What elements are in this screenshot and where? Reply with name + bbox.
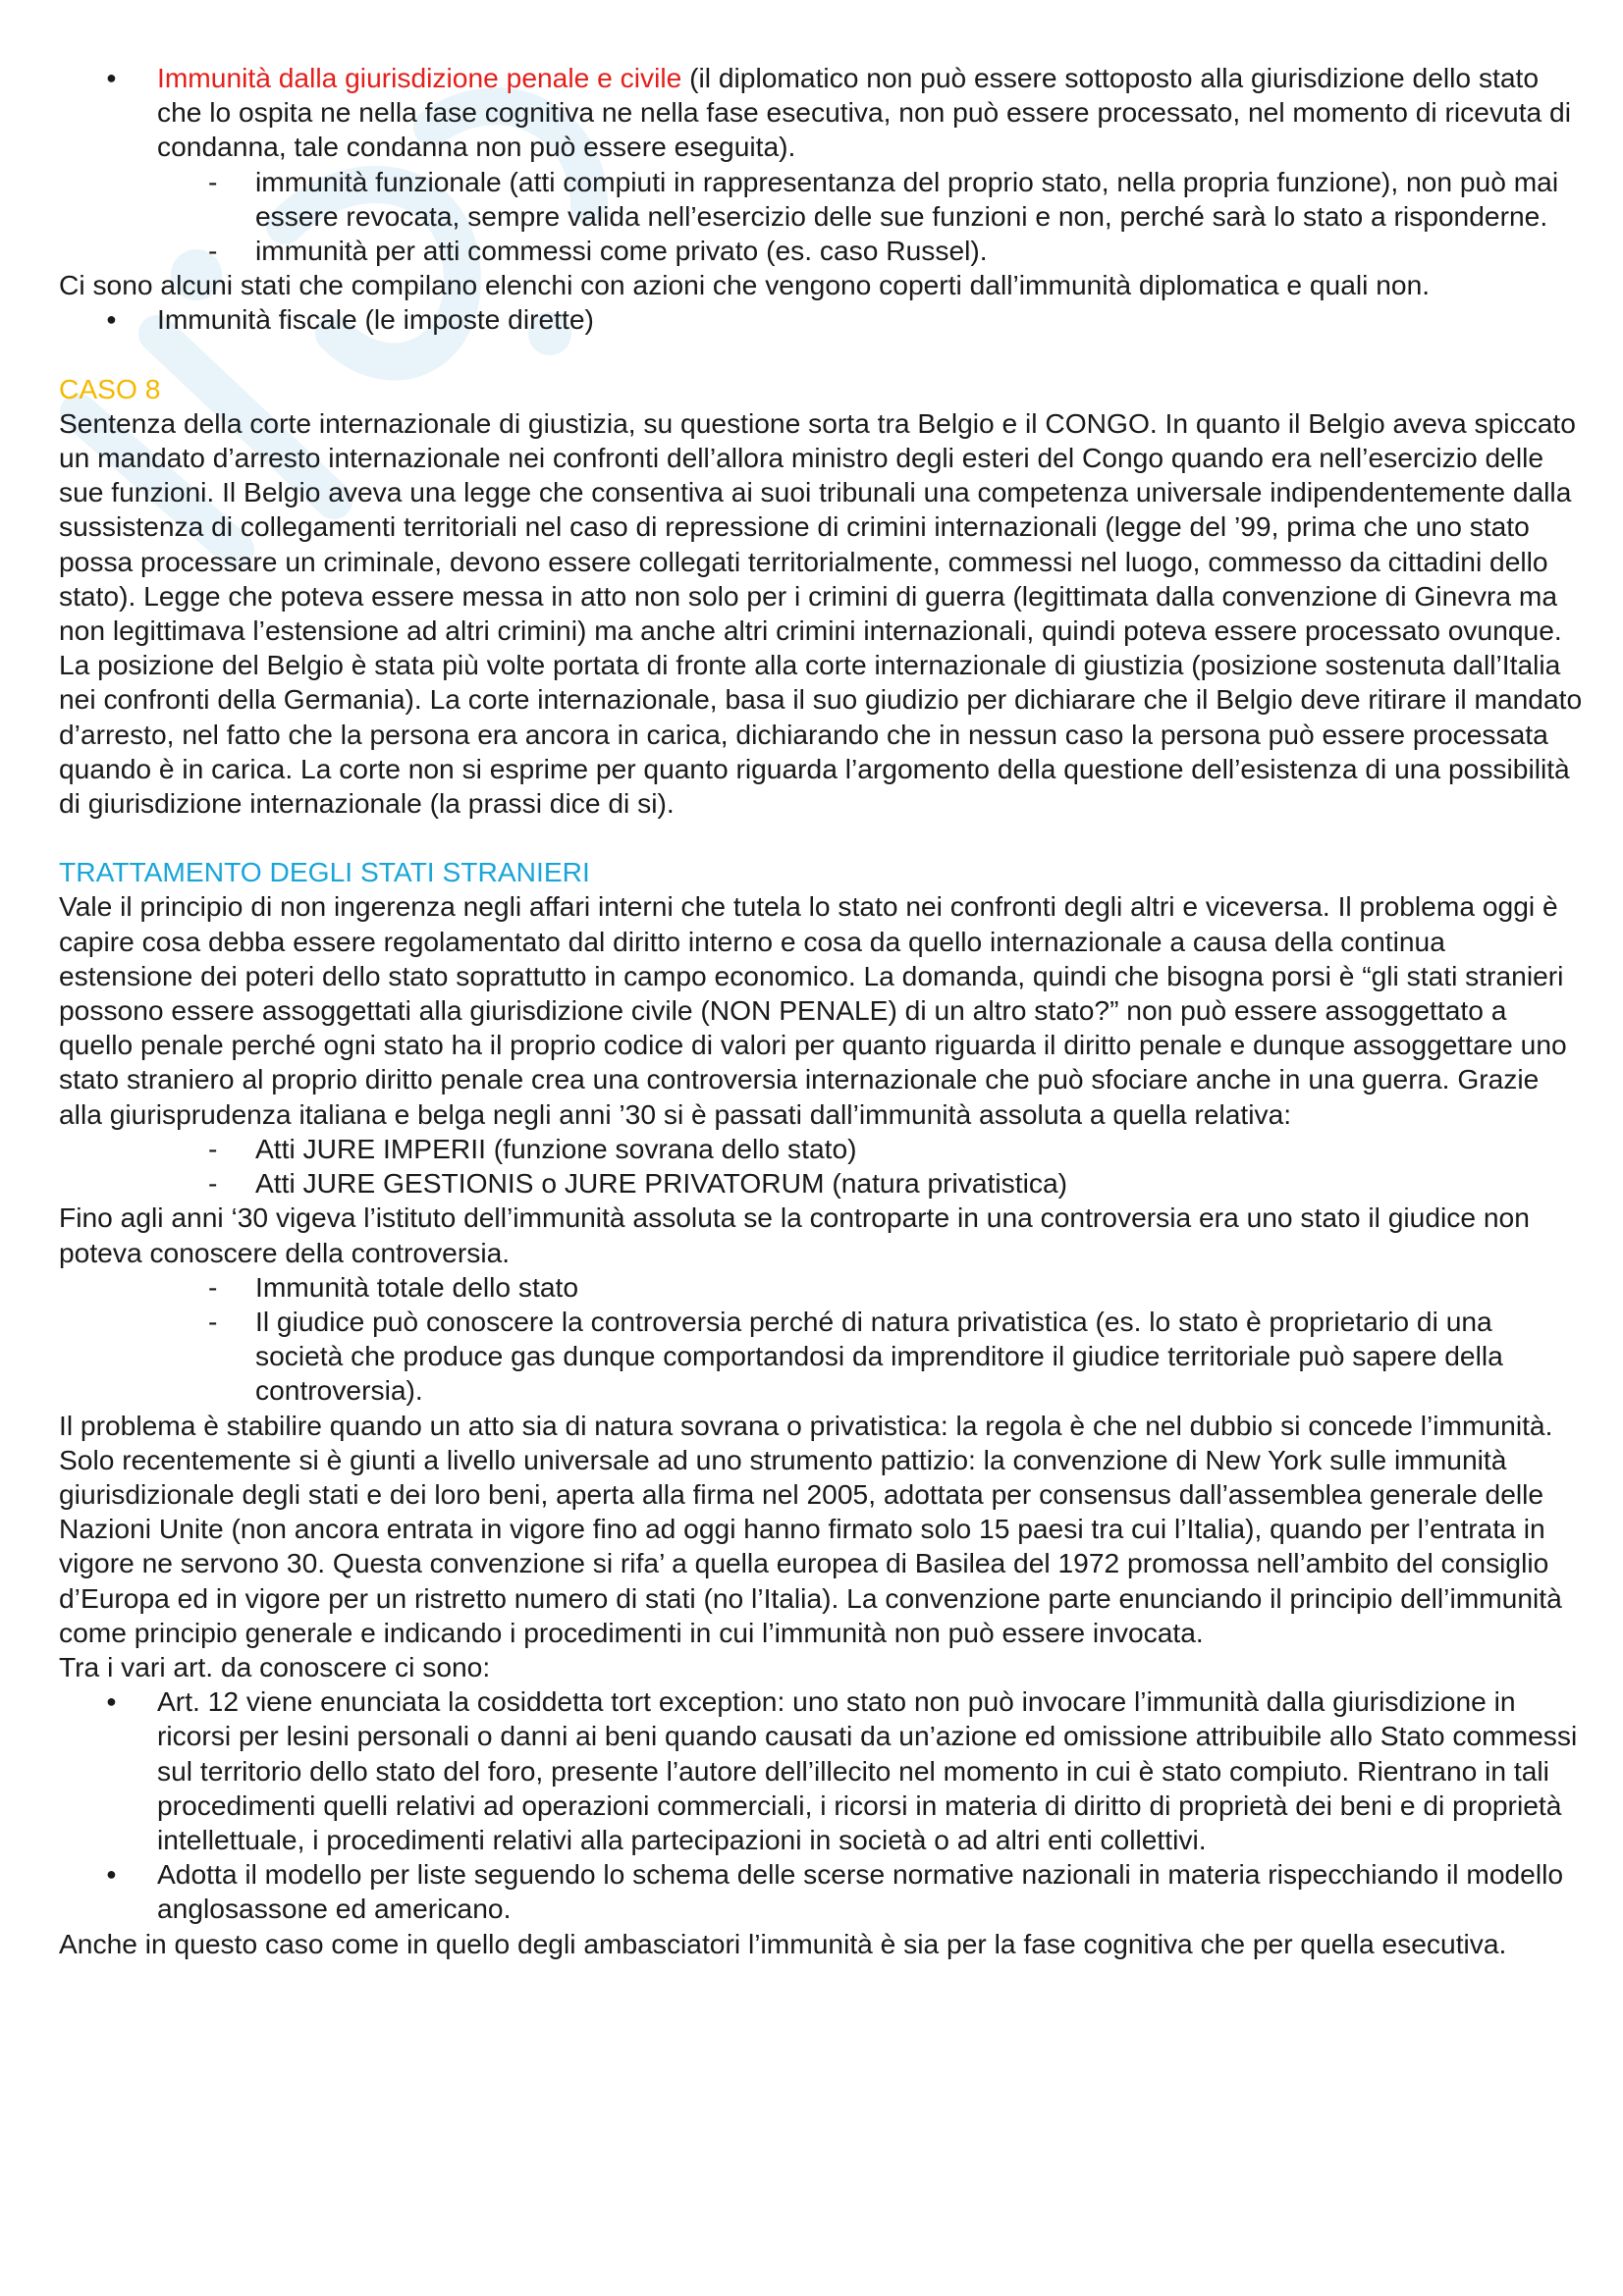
list-item — [59, 61, 1586, 165]
list-item: ● Adotta il modello per liste seguendo lo schema delle scerse normative nazionali in materia rispecchiando il modello anglosassone ed americano. — [59, 1857, 1586, 1926]
paragraph: Vale il principio di non ingerenza negli affari interni che tutela lo stato nei confronti degli altri e viceversa. Il problema oggi è capire cosa debba essere regolamentato dal diritto interno e cosa da quello internazionale a causa della continua estensione dei poteri dello stato soprattutto in campo economico. La domanda, quindi che bisogna porsi è “gli stati stranieri possono essere assoggettati alla giurisdizione civile (NON PENALE) di un altro stato?” non può essere assoggettato a quello penale perché ogni stato ha il proprio codice di valori per quanto riguarda il diritto penale e dunque assoggettare uno stato straniero al proprio diritto penale crea una controversia internazionale che può sfociare anche in una guerra. Grazie alla giurisprudenza italiana e belga negli anni ’30 si è passati dall’immunità assoluta a quella relativa: — [59, 890, 1567, 1130]
dash-item: - Atti JURE GESTIONIS o JURE PRIVATORUM (natura privatistica) — [59, 1166, 1586, 1201]
paragraph: Il problema è stabilire quando un atto sia di natura sovrana o privatistica: la regola è che nel dubbio si concede l’immunità. Solo recentemente si è giunti a livello universale ad uno strumento pattizio: la convenzione di New York sulle immunità giurisdizionale degli stati e dei loro beni, aperta alla firma nel 2005, adottata per consensus dall’assemblea generale delle Nazioni Unite (non ancora entrata in vigore fino ad oggi hanno firmato solo 15 paesi tra cui l’Italia), quando per l’entrata in vigore ne servono 30. Questa convenzione si rifa’ a quella europea di Basilea del 1972 promossa nell’ambito del consiglio d’Europa ed in vigore per un ristretto numero di stati (no l’Italia). La convenzione parte enunciando il principio dell’immunità come principio generale e indicando i procedimenti in cui l’immunità non può essere invocata. — [59, 1409, 1562, 1648]
bullet-text: (il diplomatico non può essere sottoposto alla giurisdizione dello stato che lo ospita ne nella fase cognitiva ne nella fase esecutiva, non può essere processato, nel momento di ricevuta di condanna, tale condanna non può essere eseguita). — [157, 62, 1571, 163]
paragraph: Ci sono alcuni stati che compilano elenchi con azioni che vengono coperti dall’immunità diplomatica e quali non. — [59, 269, 1431, 301]
paragraph: Tra i vari art. da conoscere ci sono: — [59, 1650, 491, 1682]
document-page — [59, 61, 1586, 1961]
dash-item: - Il giudice può conoscere la controversia perché di natura privatistica (es. lo stato è proprietario di una società che produce gas dunque comportandosi da imprenditore il giudice territoriale può sapere della controversia). — [59, 1305, 1586, 1409]
bullet-highlight-text: Immunità dalla giurisdizione penale e civile — [157, 62, 682, 93]
paragraph: Anche in questo caso come in quello degli ambasciatori l’immunità è sia per la fase cognitiva che per quella esecutiva. — [59, 1927, 1507, 1959]
dash-item: - Immunità totale dello stato — [59, 1270, 1586, 1305]
dash-item: - immunità funzionale (atti compiuti in rappresentanza del proprio stato, nella propria funzione), non può mai essere revocata, sempre valida nell’esercizio delle sue funzioni e non, perché sarà lo stato a risponderne. — [59, 165, 1586, 234]
list-item: ● Art. 12 viene enunciata la cosiddetta tort exception: uno stato non può invocare l’immunità dalla giurisdizione in ricorsi per lesini personali o danni ai beni quando causati da un’azione ed omissione attribuibile allo Stato commessi sul territorio dello stato del foro, presente l’autore dell’illecito nel momento in cui è stato compiuto. Rientrano in tali procedimenti quelli relativi ad operazioni commerciali, i ricorsi in materia di diritto di proprietà dei beni e di proprietà intellettuale, i procedimenti relativi alla partecipazioni in società o ad altri enti collettivi. — [59, 1684, 1586, 1857]
section-heading-trattamento: TRATTAMENTO DEGLI STATI STRANIERI — [59, 856, 590, 888]
list-item: ● Immunità fiscale (le imposte dirette) — [59, 302, 1586, 337]
paragraph: Fino agli anni ‘30 vigeva l’istituto dell’immunità assoluta se la controparte in una controversia era uno stato il giudice non poteva conoscere della controversia. — [59, 1201, 1530, 1268]
paragraph: Sentenza della corte internazionale di giustizia, su questione sorta tra Belgio e il CONGO. In quanto il Belgio aveva spiccato un mandato d’arresto internazionale nei confronti dell’allora ministro degli esteri del Congo quando era nell’esercizio delle sue funzioni. Il Belgio aveva una legge che consentiva ai suoi tribunali una competenza universale indipendentemente dalla sussistenza di collegamenti territoriali nel caso di repressione di crimini internazionali (legge del ’99, prima che uno stato possa processare un criminale, devono essere collegati territorialmente, commessi nel luogo, commesso da cittadini dello stato). Legge che poteva essere messa in atto non solo per i crimini di guerra (legittimata dalla convenzione di Ginevra ma non legittimava l’estensione ad altri crimini) ma anche altri crimini internazionali, quindi poteva essere processato ovunque. La posizione del Belgio è stata più volte portata di fronte alla corte internazionale di giustizia (posizione sostenuta dall’Italia nei confronti della Germania). La corte internazionale, basa il suo giudizio per dichiarare che il Belgio deve ritirare il mandato d’arresto, nel fatto che la persona era ancora in carica, dichiarando che in nessun caso la persona può essere processata quando è in carica. La corte non si esprime per quanto riguarda l’argomento della questione dell’esistenza di una possibilità di giurisdizione internazionale (la prassi dice di si). — [59, 406, 1583, 820]
dash-item: - immunità per atti commessi come privato (es. caso Russel). — [59, 234, 1586, 268]
section-heading-caso-8: CASO 8 — [59, 372, 161, 404]
dash-item: - Atti JURE IMPERII (funzione sovrana dello stato) — [59, 1132, 1586, 1166]
